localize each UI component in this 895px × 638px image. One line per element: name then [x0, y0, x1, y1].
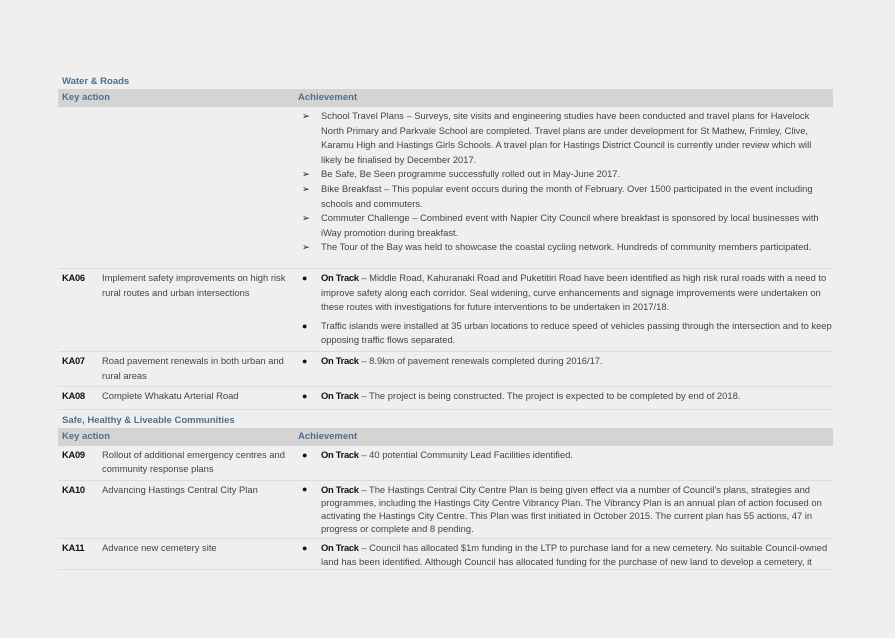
key-action-code: KA06 [62, 271, 85, 283]
table-row-ka06 [58, 269, 833, 352]
bullet-icon: ● [302, 355, 308, 366]
bullet-icon: ● [302, 272, 308, 283]
achievement-cell [302, 448, 833, 477]
list-item: ● On Track – Council has allocated $1m funding in the LTP to purchase land for a new cemetery. No suitable Council-owned land has been identified. Although Council has allocated funding for the purchase of new land to develop a cemetery, it [302, 541, 833, 569]
key-action-text: Advancing Hastings Central City Plan [102, 483, 258, 495]
key-action-code: KA11 [62, 542, 85, 554]
key-action-text: Advance new cemetery site [102, 542, 217, 554]
list-item: ➢ Be Safe, Be Seen programme successfully rolled out in May-June 2017. [302, 167, 833, 182]
bullet-icon: ● [302, 320, 308, 331]
list-item: ● On Track – The project is being constructed. The project is expected to be completed by end of 2018. [302, 389, 833, 404]
bullet-icon: ● [302, 543, 308, 554]
achievement-cell [302, 354, 833, 383]
key-action-code: KA10 [62, 483, 85, 495]
key-action-text: Implement safety improvements on high risk rural routes and urban intersections [102, 271, 286, 298]
achievement-cell [302, 483, 833, 535]
list-item: ● On Track – 40 potential Community Lead Facilities identified. [302, 448, 833, 463]
bullet-icon: ● [302, 391, 308, 402]
table-row-ka10 [58, 481, 833, 539]
list-item: ● On Track – The Hastings Central City Centre Plan is being given effect via a number of Council’s plans, strategies and programmes, including the Hastings City Centre Vibrancy Plan. The Vibrancy Plan is an annual plan of action focused on activating the Hastings City Centre. This Plan was first initiated in October 2015. The current plan has 55 actions, 47 in progress or complete and 8 pending. [302, 483, 822, 535]
header-achievement: Achievement [298, 92, 358, 103]
key-action-code: KA09 [62, 448, 85, 460]
status-on-track: On Track [321, 271, 359, 283]
key-action-code: KA07 [62, 354, 85, 366]
table-row-continued [58, 107, 833, 269]
status-on-track: On Track [321, 390, 359, 402]
list-item: ➢ Commuter Challenge – Combined event with Napier City Council where breakfast is sponsored by local businesses with iWay promotion during breakfast. [302, 211, 833, 240]
key-action-text: Road pavement renewals in both urban and rural areas [102, 354, 284, 381]
arrow-bullet-icon: ➢ [302, 212, 310, 224]
list-item: ➢ School Travel Plans – Surveys, site visits and engineering studies have been conducted and travel plans for Havelock North Primary and Parkvale School are completed. Travel plans are under development for St Mathew, Frimley, Clive, Karamu High and Hastings Girls Schools. A travel plan for Hastings District Council is currently under review which will likely be finalised by December 2017. [302, 109, 833, 167]
table-row-ka09 [58, 446, 833, 481]
status-on-track: On Track [321, 483, 359, 495]
achievement-cell [302, 271, 833, 348]
table-row-ka07 [58, 352, 833, 387]
list-item: ➢ The Tour of the Bay was held to showcase the coastal cycling network. Hundreds of community members participated. [302, 240, 833, 255]
key-action-text: Rollout of additional emergency centres and community response plans [102, 448, 285, 475]
header-achievement: Achievement [298, 430, 358, 442]
arrow-bullet-icon: ➢ [302, 241, 310, 253]
achievement-cell [302, 541, 833, 569]
status-on-track: On Track [321, 448, 359, 460]
report-page [58, 0, 833, 570]
table-row-ka11 [58, 539, 833, 570]
list-item: ● On Track – 8.9km of pavement renewals completed during 2016/17. [302, 354, 833, 369]
bullet-icon: ● [302, 483, 308, 494]
arrow-bullet-icon: ➢ [302, 110, 310, 121]
key-action-code: KA08 [62, 390, 85, 402]
arrow-bullet-icon: ➢ [302, 168, 310, 180]
list-item: ➢ Bike Breakfast – This popular event occurs during the month of February. Over 1500 participated in the event including schools and commuters. [302, 182, 833, 211]
status-on-track: On Track [321, 542, 359, 554]
header-key-action: Key action [62, 430, 111, 442]
list-item: ● Traffic islands were installed at 35 urban locations to reduce speed of vehicles passing through the intersection and to keep opposing traffic flows separated. [302, 319, 833, 348]
table-header [58, 428, 833, 446]
section-title-water-roads: Water & Roads [62, 76, 130, 87]
list-item: ● On Track – Middle Road, Kahuranaki Road and Puketitiri Road have been identified as high risk rural roads with a need to improve safety along each corridor. Seal widening, curve enhancements and signage improvements were undertaken on these routes with investigations for future interventions to be undertaken in 2017/18. [302, 271, 833, 315]
header-key-action: Key action [62, 92, 111, 103]
bullet-icon: ● [302, 449, 308, 460]
status-on-track: On Track [321, 354, 359, 366]
table-header [58, 89, 833, 107]
achievement-cell [302, 389, 833, 404]
arrow-bullet-icon: ➢ [302, 182, 310, 194]
achievement-cell [302, 109, 833, 255]
table-row-ka08 [58, 387, 833, 410]
section-title-safe-healthy: Safe, Healthy & Liveable Communities [62, 414, 235, 426]
key-action-text: Complete Whakatu Arterial Road [102, 390, 239, 402]
